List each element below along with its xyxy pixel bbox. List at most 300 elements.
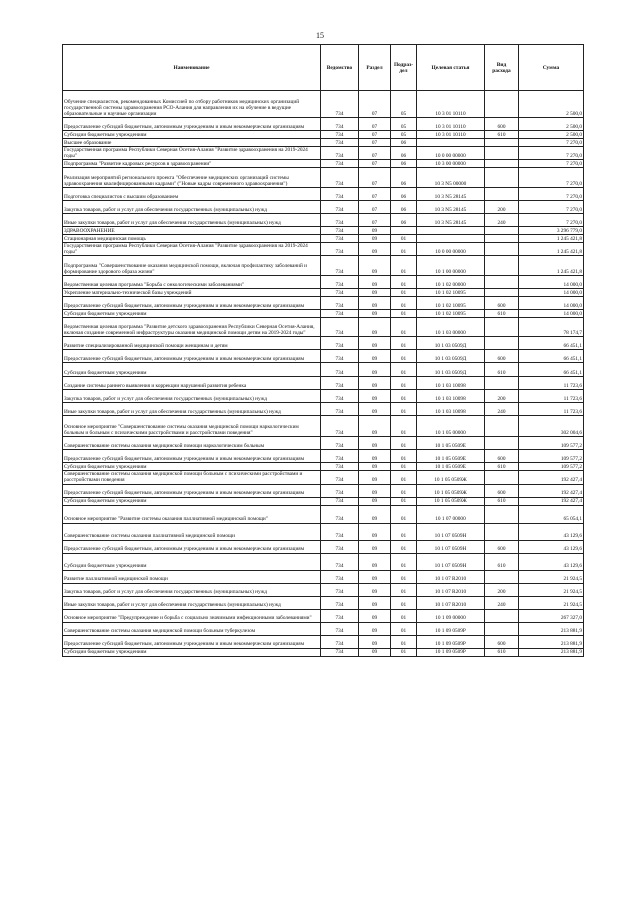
cell-name: ЗДРАВООХРАНЕНИЕ bbox=[63, 227, 321, 235]
cell-exp-type bbox=[485, 471, 519, 484]
cell-target bbox=[417, 139, 485, 147]
cell-target: 10 1 05 0509Е bbox=[417, 450, 485, 463]
cell-sum: 14 000,0 bbox=[519, 310, 584, 318]
cell-subsection: 06 bbox=[391, 188, 417, 201]
table-row bbox=[63, 297, 584, 310]
cell-subsection: 01 bbox=[391, 235, 417, 243]
table-row bbox=[63, 450, 584, 463]
cell-exp-type bbox=[485, 523, 519, 540]
cell-subsection: 01 bbox=[391, 622, 417, 635]
cell-sum: 2 500,0 bbox=[519, 118, 584, 131]
cell-name: Иные закупки товаров, работ и услуг для обеспечения государственных (муниципальных) нужд bbox=[63, 403, 321, 416]
cell-sum: 66 451,1 bbox=[519, 337, 584, 350]
cell-section: 09 bbox=[359, 363, 391, 377]
cell-target: 10 1 02 10095 bbox=[417, 297, 485, 310]
cell-name: Предоставление субсидий бюджетным, автономным учреждениям и иным некоммерческим организациям bbox=[63, 297, 321, 310]
cell-dept: 734 bbox=[321, 139, 359, 147]
cell-section: 09 bbox=[359, 484, 391, 497]
cell-sum: 1 245 421,8 bbox=[519, 243, 584, 256]
column-header-section: Раздел bbox=[359, 45, 391, 91]
cell-name: Совершенствование системы оказания паллиативной медицинской помощи bbox=[63, 523, 321, 540]
cell-target: 10 0 00 00000 bbox=[417, 147, 485, 160]
cell-section: 09 bbox=[359, 337, 391, 350]
cell-dept: 734 bbox=[321, 609, 359, 622]
cell-section: 07 bbox=[359, 118, 391, 131]
table-row bbox=[63, 596, 584, 609]
cell-sum: 21 924,5 bbox=[519, 596, 584, 609]
cell-section: 09 bbox=[359, 622, 391, 635]
cell-exp-type bbox=[485, 416, 519, 437]
cell-section: 09 bbox=[359, 497, 391, 505]
cell-target: 10 3 01 10110 bbox=[417, 91, 485, 118]
cell-subsection: 01 bbox=[391, 310, 417, 318]
cell-dept: 734 bbox=[321, 188, 359, 201]
cell-subsection: 01 bbox=[391, 437, 417, 450]
cell-target: 10 1 03 10098 bbox=[417, 377, 485, 390]
cell-name: Основное мероприятие "Предупреждение и борьба с социально значимыми инфекционными заболеваниями" bbox=[63, 609, 321, 622]
cell-subsection: 01 bbox=[391, 390, 417, 403]
cell-name: Субсидии бюджетным учреждениям bbox=[63, 553, 321, 570]
cell-exp-type bbox=[485, 337, 519, 350]
cell-target: 10 3 N5 28145 bbox=[417, 188, 485, 201]
cell-sum: 213 881,9 bbox=[519, 648, 584, 656]
cell-dept: 734 bbox=[321, 540, 359, 553]
cell-target: 10 1 07 00000 bbox=[417, 505, 485, 523]
cell-dept: 734 bbox=[321, 168, 359, 188]
cell-name: Государственная программа Республики Северная Осетия-Алания "Развитие здравоохранения на 2019-2024 годы" bbox=[63, 147, 321, 160]
cell-exp-type: 600 bbox=[485, 540, 519, 553]
cell-target: 10 1 03 10098 bbox=[417, 390, 485, 403]
cell-section: 09 bbox=[359, 635, 391, 648]
table-header-row bbox=[63, 45, 584, 91]
cell-exp-type bbox=[485, 570, 519, 583]
cell-target: 10 3 N5 00000 bbox=[417, 168, 485, 188]
cell-name: Развитие паллиативной медицинской помощи bbox=[63, 570, 321, 583]
cell-subsection: 05 bbox=[391, 131, 417, 139]
cell-section: 09 bbox=[359, 463, 391, 471]
table-row bbox=[63, 91, 584, 118]
cell-section: 09 bbox=[359, 390, 391, 403]
cell-dept: 734 bbox=[321, 235, 359, 243]
cell-dept: 734 bbox=[321, 437, 359, 450]
cell-exp-type bbox=[485, 243, 519, 256]
cell-exp-type bbox=[485, 377, 519, 390]
table-row bbox=[63, 377, 584, 390]
cell-section: 09 bbox=[359, 377, 391, 390]
table-row bbox=[63, 484, 584, 497]
cell-sum: 213 881,9 bbox=[519, 635, 584, 648]
cell-exp-type bbox=[485, 437, 519, 450]
table-row bbox=[63, 553, 584, 570]
cell-dept: 734 bbox=[321, 276, 359, 289]
cell-section: 09 bbox=[359, 583, 391, 596]
table-row bbox=[63, 622, 584, 635]
cell-subsection: 01 bbox=[391, 505, 417, 523]
cell-sum: 43 129,6 bbox=[519, 553, 584, 570]
cell-name: Основное мероприятие "Совершенствование системы оказания медицинской помощи наркологическим больным и больным с психическими расстройствами и расстройствами поведения" bbox=[63, 416, 321, 437]
cell-name: Ведомственная целевая программа "Борьба с онкологическими заболеваниями" bbox=[63, 276, 321, 289]
cell-target bbox=[417, 235, 485, 243]
cell-exp-type bbox=[485, 168, 519, 188]
cell-name: Субсидии бюджетным учреждениям bbox=[63, 463, 321, 471]
cell-subsection: 01 bbox=[391, 497, 417, 505]
cell-exp-type bbox=[485, 318, 519, 337]
cell-exp-type: 600 bbox=[485, 118, 519, 131]
cell-dept: 734 bbox=[321, 648, 359, 656]
cell-name: Закупка товаров, работ и услуг для обеспечения государственных (муниципальных) нужд bbox=[63, 390, 321, 403]
cell-exp-type: 610 bbox=[485, 553, 519, 570]
cell-exp-type: 600 bbox=[485, 297, 519, 310]
cell-sum: 7 270,0 bbox=[519, 214, 584, 227]
cell-sum: 14 000,0 bbox=[519, 297, 584, 310]
cell-name: Реализация мероприятий регионального проекта "Обеспечение медицинских организаций системы здравоохранения квалифицированными кадрами" ("Новые кадры современного здравоохранения") bbox=[63, 168, 321, 188]
cell-section: 09 bbox=[359, 609, 391, 622]
table-row bbox=[63, 227, 584, 235]
cell-target: 10 1 03 10098 bbox=[417, 403, 485, 416]
cell-section: 09 bbox=[359, 227, 391, 235]
table-row bbox=[63, 118, 584, 131]
cell-name: Иные закупки товаров, работ и услуг для обеспечения государственных (муниципальных) нужд bbox=[63, 596, 321, 609]
cell-exp-type bbox=[485, 289, 519, 297]
table-row bbox=[63, 523, 584, 540]
cell-target: 10 1 05 0509Е bbox=[417, 437, 485, 450]
cell-name: Закупка товаров, работ и услуг для обеспечения государственных (муниципальных) нужд bbox=[63, 201, 321, 214]
cell-exp-type: 600 bbox=[485, 484, 519, 497]
table-body bbox=[63, 91, 584, 657]
cell-dept: 734 bbox=[321, 350, 359, 363]
cell-target: 10 1 07 R2010 bbox=[417, 596, 485, 609]
table-row bbox=[63, 337, 584, 350]
cell-name: Предоставление субсидий бюджетным, автономным учреждениям и иным некоммерческим организациям bbox=[63, 635, 321, 648]
cell-section: 09 bbox=[359, 289, 391, 297]
cell-target: 10 1 09 0509Р bbox=[417, 635, 485, 648]
cell-subsection: 01 bbox=[391, 523, 417, 540]
cell-name: Совершенствование системы оказания медицинской помощи больным с психическими расстройствами и расстройствами поведения bbox=[63, 471, 321, 484]
cell-sum: 7 270,0 bbox=[519, 139, 584, 147]
cell-subsection: 01 bbox=[391, 596, 417, 609]
table-row bbox=[63, 403, 584, 416]
cell-target: 10 1 03 0509Д bbox=[417, 350, 485, 363]
cell-section: 07 bbox=[359, 201, 391, 214]
cell-dept: 734 bbox=[321, 505, 359, 523]
table-row bbox=[63, 168, 584, 188]
cell-name: Субсидии бюджетным учреждениям bbox=[63, 131, 321, 139]
cell-section: 07 bbox=[359, 139, 391, 147]
cell-sum: 192 427,4 bbox=[519, 497, 584, 505]
cell-exp-type bbox=[485, 227, 519, 235]
cell-dept: 734 bbox=[321, 390, 359, 403]
cell-sum: 43 129,6 bbox=[519, 540, 584, 553]
cell-section: 07 bbox=[359, 168, 391, 188]
cell-sum: 14 000,0 bbox=[519, 289, 584, 297]
cell-section: 09 bbox=[359, 310, 391, 318]
cell-exp-type: 610 bbox=[485, 648, 519, 656]
page-number: 15 bbox=[316, 31, 324, 40]
cell-subsection: 01 bbox=[391, 377, 417, 390]
cell-subsection: 06 bbox=[391, 214, 417, 227]
cell-target: 10 3 01 10110 bbox=[417, 131, 485, 139]
cell-exp-type bbox=[485, 188, 519, 201]
cell-exp-type bbox=[485, 147, 519, 160]
cell-subsection: 01 bbox=[391, 276, 417, 289]
cell-target: 10 3 00 00000 bbox=[417, 160, 485, 168]
cell-subsection: 01 bbox=[391, 297, 417, 310]
cell-subsection: 06 bbox=[391, 168, 417, 188]
cell-dept: 734 bbox=[321, 131, 359, 139]
column-header-sum: Сумма bbox=[519, 45, 584, 91]
column-header-target: Целевая статья bbox=[417, 45, 485, 91]
cell-exp-type bbox=[485, 256, 519, 276]
cell-dept: 734 bbox=[321, 463, 359, 471]
cell-target: 10 1 05 0509Ж bbox=[417, 471, 485, 484]
table-row bbox=[63, 437, 584, 450]
cell-name: Высшее образование bbox=[63, 139, 321, 147]
column-header-subsection: Подраз- дел bbox=[391, 45, 417, 91]
cell-target: 10 1 03 0509Д bbox=[417, 363, 485, 377]
cell-dept: 734 bbox=[321, 377, 359, 390]
cell-subsection: 01 bbox=[391, 337, 417, 350]
cell-target: 10 1 00 00000 bbox=[417, 256, 485, 276]
cell-target: 10 1 05 0509Ж bbox=[417, 484, 485, 497]
cell-sum: 43 129,6 bbox=[519, 523, 584, 540]
cell-exp-type bbox=[485, 622, 519, 635]
cell-section: 07 bbox=[359, 147, 391, 160]
cell-target: 10 1 09 0509Р bbox=[417, 648, 485, 656]
cell-name: Развитие специализированной медицинской помощи женщинам и детям bbox=[63, 337, 321, 350]
cell-subsection: 01 bbox=[391, 243, 417, 256]
cell-name: Субсидии бюджетным учреждениям bbox=[63, 497, 321, 505]
cell-exp-type: 610 bbox=[485, 363, 519, 377]
cell-sum: 66 451,1 bbox=[519, 363, 584, 377]
table-row bbox=[63, 497, 584, 505]
table-row bbox=[63, 609, 584, 622]
cell-subsection bbox=[391, 227, 417, 235]
table-row bbox=[63, 201, 584, 214]
table-row bbox=[63, 276, 584, 289]
cell-exp-type bbox=[485, 91, 519, 118]
cell-dept: 734 bbox=[321, 622, 359, 635]
cell-section: 09 bbox=[359, 471, 391, 484]
cell-dept: 734 bbox=[321, 596, 359, 609]
cell-dept: 734 bbox=[321, 118, 359, 131]
cell-exp-type: 600 bbox=[485, 635, 519, 648]
cell-name: Совершенствование системы оказания медицинской помощи больным туберкулезом bbox=[63, 622, 321, 635]
cell-subsection: 01 bbox=[391, 570, 417, 583]
cell-subsection: 01 bbox=[391, 648, 417, 656]
cell-section: 09 bbox=[359, 505, 391, 523]
table-row bbox=[63, 243, 584, 256]
cell-dept: 734 bbox=[321, 201, 359, 214]
cell-subsection: 06 bbox=[391, 139, 417, 147]
cell-exp-type: 200 bbox=[485, 583, 519, 596]
cell-sum: 7 270,0 bbox=[519, 168, 584, 188]
cell-dept: 734 bbox=[321, 416, 359, 437]
cell-section: 09 bbox=[359, 570, 391, 583]
table-row bbox=[63, 235, 584, 243]
cell-sum: 3 296 779,0 bbox=[519, 227, 584, 235]
table-row bbox=[63, 160, 584, 168]
cell-section: 09 bbox=[359, 243, 391, 256]
cell-target: 10 1 03 00000 bbox=[417, 318, 485, 337]
cell-target bbox=[417, 227, 485, 235]
cell-name: Стационарная медицинская помощь bbox=[63, 235, 321, 243]
cell-section: 09 bbox=[359, 596, 391, 609]
cell-sum: 213 881,9 bbox=[519, 622, 584, 635]
table-row bbox=[63, 648, 584, 656]
cell-subsection: 01 bbox=[391, 450, 417, 463]
cell-subsection: 01 bbox=[391, 484, 417, 497]
cell-target: 10 1 02 10095 bbox=[417, 310, 485, 318]
cell-section: 09 bbox=[359, 276, 391, 289]
cell-section: 09 bbox=[359, 350, 391, 363]
cell-sum: 11 723,6 bbox=[519, 403, 584, 416]
cell-target: 10 3 N5 28145 bbox=[417, 214, 485, 227]
cell-name: Предоставление субсидий бюджетным, автономным учреждениям и иным некоммерческим организациям bbox=[63, 118, 321, 131]
table-row bbox=[63, 471, 584, 484]
cell-sum: 192 427,4 bbox=[519, 484, 584, 497]
cell-dept: 734 bbox=[321, 570, 359, 583]
cell-sum: 7 270,0 bbox=[519, 160, 584, 168]
table-row bbox=[63, 390, 584, 403]
cell-sum: 2 500,0 bbox=[519, 91, 584, 118]
cell-subsection: 01 bbox=[391, 635, 417, 648]
cell-dept: 734 bbox=[321, 310, 359, 318]
cell-dept: 734 bbox=[321, 256, 359, 276]
cell-exp-type bbox=[485, 139, 519, 147]
table-row bbox=[63, 256, 584, 276]
table-row bbox=[63, 540, 584, 553]
cell-dept: 734 bbox=[321, 363, 359, 377]
cell-dept: 734 bbox=[321, 471, 359, 484]
cell-target: 10 1 03 0509Д bbox=[417, 337, 485, 350]
cell-dept: 734 bbox=[321, 147, 359, 160]
cell-name: Ведомственная целевая программа "Развитие детского здравоохранения Республики Северная Осетия-Алания, включая создание современной инфраструктуры оказания медицинской помощи детям на 2019-2024 годы" bbox=[63, 318, 321, 337]
cell-exp-type: 240 bbox=[485, 403, 519, 416]
cell-section: 09 bbox=[359, 318, 391, 337]
cell-sum: 7 270,0 bbox=[519, 201, 584, 214]
cell-section: 09 bbox=[359, 553, 391, 570]
cell-subsection: 01 bbox=[391, 256, 417, 276]
cell-section: 07 bbox=[359, 131, 391, 139]
cell-subsection: 01 bbox=[391, 318, 417, 337]
cell-exp-type: 610 bbox=[485, 131, 519, 139]
cell-dept: 734 bbox=[321, 635, 359, 648]
table-row bbox=[63, 318, 584, 337]
cell-target: 10 1 07 0509Н bbox=[417, 553, 485, 570]
table-row bbox=[63, 570, 584, 583]
cell-sum: 21 924,5 bbox=[519, 570, 584, 583]
cell-subsection: 01 bbox=[391, 540, 417, 553]
cell-subsection: 06 bbox=[391, 160, 417, 168]
cell-subsection: 01 bbox=[391, 583, 417, 596]
cell-section: 09 bbox=[359, 256, 391, 276]
cell-target: 10 1 05 0509Е bbox=[417, 463, 485, 471]
cell-subsection: 01 bbox=[391, 553, 417, 570]
cell-exp-type: 200 bbox=[485, 201, 519, 214]
cell-sum: 109 577,2 bbox=[519, 463, 584, 471]
cell-subsection: 01 bbox=[391, 471, 417, 484]
cell-exp-type bbox=[485, 505, 519, 523]
cell-dept: 734 bbox=[321, 289, 359, 297]
cell-section: 09 bbox=[359, 297, 391, 310]
cell-sum: 109 577,2 bbox=[519, 437, 584, 450]
cell-sum: 192 427,4 bbox=[519, 471, 584, 484]
cell-exp-type bbox=[485, 276, 519, 289]
cell-section: 09 bbox=[359, 450, 391, 463]
cell-sum: 1 245 421,8 bbox=[519, 235, 584, 243]
table-row bbox=[63, 131, 584, 139]
cell-name: Закупка товаров, работ и услуг для обеспечения государственных (муниципальных) нужд bbox=[63, 583, 321, 596]
cell-name: Государственная программа Республики Северная Осетия-Алания "Развитие здравоохранения на 2019-2024 годы" bbox=[63, 243, 321, 256]
cell-dept: 734 bbox=[321, 91, 359, 118]
cell-target: 10 1 09 00000 bbox=[417, 609, 485, 622]
cell-name: Предоставление субсидий бюджетным, автономным учреждениям и иным некоммерческим организациям bbox=[63, 484, 321, 497]
cell-dept: 734 bbox=[321, 214, 359, 227]
cell-sum: 302 004,6 bbox=[519, 416, 584, 437]
cell-section: 09 bbox=[359, 540, 391, 553]
cell-dept: 734 bbox=[321, 318, 359, 337]
cell-subsection: 01 bbox=[391, 289, 417, 297]
column-header-name: Наименование bbox=[63, 45, 321, 91]
cell-dept: 734 bbox=[321, 243, 359, 256]
cell-target: 10 1 02 10095 bbox=[417, 289, 485, 297]
cell-sum: 7 270,0 bbox=[519, 147, 584, 160]
table-row bbox=[63, 463, 584, 471]
cell-exp-type: 240 bbox=[485, 214, 519, 227]
cell-exp-type: 240 bbox=[485, 596, 519, 609]
cell-sum: 1 245 421,8 bbox=[519, 256, 584, 276]
cell-subsection: 01 bbox=[391, 609, 417, 622]
table-row bbox=[63, 635, 584, 648]
cell-subsection: 05 bbox=[391, 91, 417, 118]
cell-target: 10 1 07 R2010 bbox=[417, 583, 485, 596]
cell-sum: 65 054,1 bbox=[519, 505, 584, 523]
cell-sum: 109 577,2 bbox=[519, 450, 584, 463]
cell-name: Обучение специалистов, рекомендованных Комиссией по отбору работников медицинских организаций государственной системы здравоохранения РСО-Алания для направления их на обучение в ведущие образовательные и научные организации bbox=[63, 91, 321, 118]
cell-target: 10 1 07 0509Н bbox=[417, 523, 485, 540]
cell-name: Основное мероприятие "Развитие системы оказания паллиативной медицинской помощи" bbox=[63, 505, 321, 523]
cell-dept: 734 bbox=[321, 227, 359, 235]
cell-sum: 267 327,0 bbox=[519, 609, 584, 622]
cell-target: 10 1 07 0509Н bbox=[417, 540, 485, 553]
cell-name: Укрепление материально-технической базы учреждений bbox=[63, 289, 321, 297]
cell-sum: 7 270,0 bbox=[519, 188, 584, 201]
column-header-dept: Ведомство bbox=[321, 45, 359, 91]
cell-sum: 66 451,1 bbox=[519, 350, 584, 363]
cell-dept: 734 bbox=[321, 484, 359, 497]
cell-subsection: 01 bbox=[391, 463, 417, 471]
cell-subsection: 01 bbox=[391, 363, 417, 377]
table-row bbox=[63, 505, 584, 523]
cell-exp-type: 200 bbox=[485, 390, 519, 403]
cell-exp-type bbox=[485, 235, 519, 243]
cell-name: Предоставление субсидий бюджетным, автономным учреждениям и иным некоммерческим организациям bbox=[63, 450, 321, 463]
cell-name: Подпрограмма "Совершенствование оказания медицинской помощи, включая профилактику заболеваний и формирование здорового образа жизни" bbox=[63, 256, 321, 276]
cell-name: Подготовка специалистов с высшим образованием bbox=[63, 188, 321, 201]
cell-target: 10 1 05 0509Ж bbox=[417, 497, 485, 505]
cell-name: Совершенствование системы оказания медицинской помощи наркологическим больным bbox=[63, 437, 321, 450]
cell-name: Подпрограмма "Развитие кадровых ресурсов в здравоохранении" bbox=[63, 160, 321, 168]
cell-target: 10 1 02 00000 bbox=[417, 276, 485, 289]
cell-subsection: 01 bbox=[391, 403, 417, 416]
cell-exp-type: 600 bbox=[485, 450, 519, 463]
cell-exp-type: 610 bbox=[485, 310, 519, 318]
table-row bbox=[63, 214, 584, 227]
cell-name: Создание системы раннего выявления и коррекции нарушений развития ребенка bbox=[63, 377, 321, 390]
cell-dept: 734 bbox=[321, 523, 359, 540]
table-row bbox=[63, 583, 584, 596]
cell-dept: 734 bbox=[321, 497, 359, 505]
